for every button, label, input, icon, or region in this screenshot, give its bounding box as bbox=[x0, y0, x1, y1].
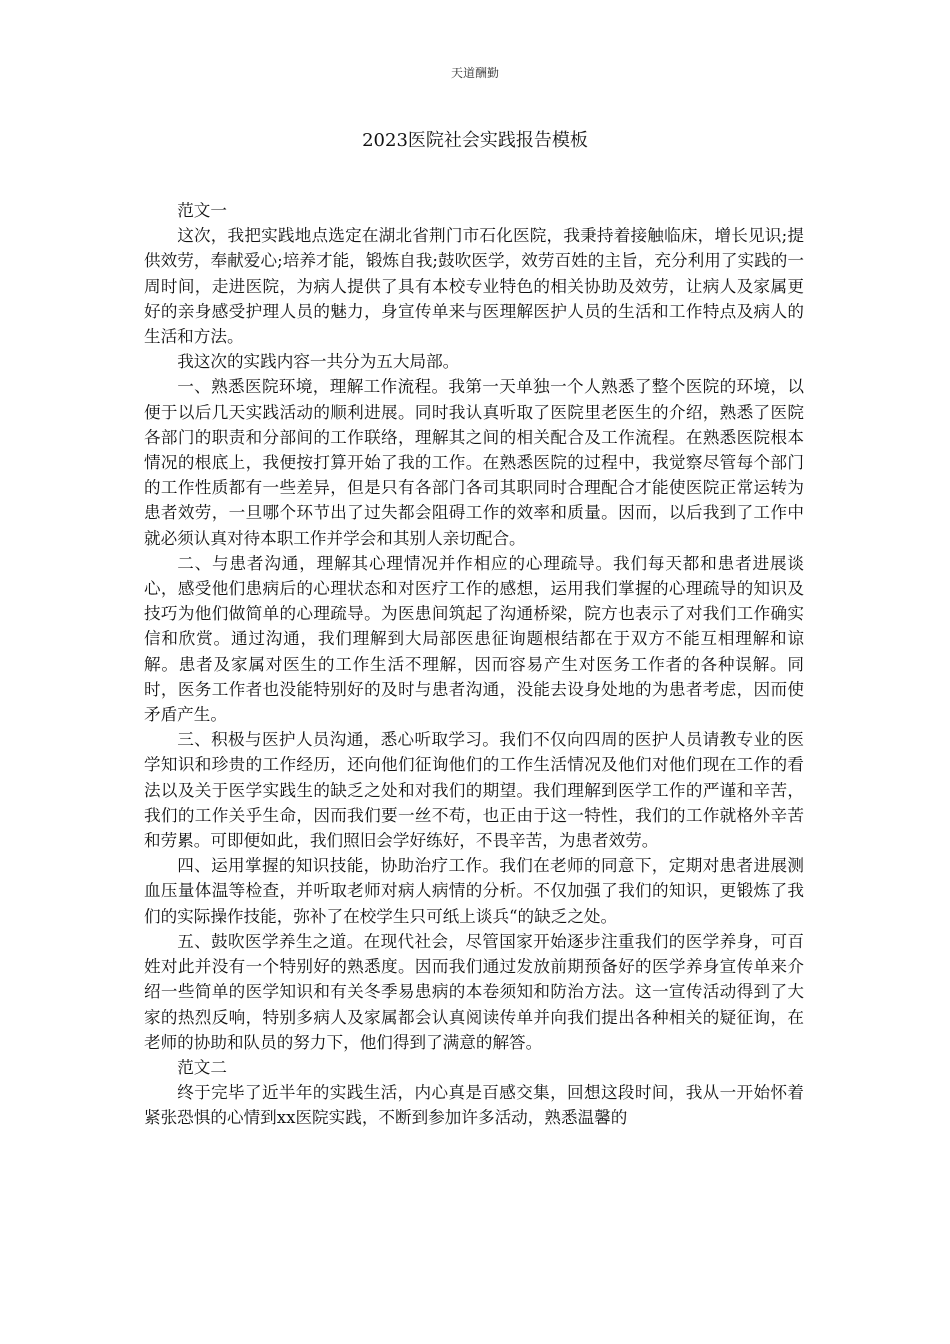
document-title: 2023医院社会实践报告模板 bbox=[362, 130, 588, 151]
paragraph: 五、鼓吹医学养生之道。在现代社会，尽管国家开始逐步注重我们的医学养身，可百姓对此并没有一个特别好的熟悉度。因而我们通过发放前期预备好的医学养身宣传单来介绍一些简单的医学知识和有关冬季易患病的本卷须知和防治方法。这一宣传活动得到了大家的热烈反响，特别多病人及家属都会认真阅读传单并向我们提出各种相关的疑征询，在老师的协助和队员的努力下，他们得到了满意的解答。 bbox=[144, 931, 804, 1052]
paragraph: 终于完毕了近半年的实践生活，内心真是百感交集，回想这段时间，我从一开始怀着紧张恐惧的心情到xx医院实践，不断到参加许多活动，熟悉温馨的 bbox=[144, 1083, 804, 1128]
paragraph: 一、熟悉医院环境，理解工作流程。我第一天单独一个人熟悉了整个医院的环境，以便于以后几天实践活动的顺利进展。同时我认真听取了医院里老医生的介绍，熟悉了医院各部门的职责和分部间的工作联络，理解其之间的相关配合及工作流程。在熟悉医院根本情况的根底上，我便按打算开始了我的工作。在熟悉医院的过程中，我觉察尽管每个部门的工作性质都有一些差异，但是只有各部门各司其职同时合理配合才能使医院正常运转为患者效劳，一旦哪个环节出了过失都会阻碍工作的效率和质量。因而，以后我到了工作中就必须认真对待本职工作并学会和其别人亲切配合。 bbox=[144, 377, 804, 548]
paragraph: 四、运用掌握的知识技能，协助治疗工作。我们在老师的同意下，定期对患者进展测血压量体温等检查，并听取老师对病人病情的分析。不仅加强了我们的知识，更锻炼了我们的实际操作技能，弥补了在校学生只可纸上谈兵“的缺乏之处。 bbox=[144, 856, 804, 926]
document-body bbox=[144, 198, 804, 1131]
page-header: 天道酬勤 bbox=[450, 66, 499, 80]
paragraph: 这次，我把实践地点选定在湖北省荆门市石化医院，我秉持着接触临床，增长见识;提供效劳，奉献爱心;培养才能，锻炼自我;鼓吹医学，效劳百姓的主旨，充分利用了实践的一周时间，走进医院，为病人提供了具有本校专业特色的相关协助及效劳，让病人及家属更好的亲身感受护理人员的魅力，身宣传单来与医理解医护人员的生活和工作特点及病人的生活和方法。 bbox=[144, 226, 804, 347]
section-heading: 范文二 bbox=[177, 1057, 227, 1077]
section-heading: 范文一 bbox=[177, 201, 227, 220]
paragraph: 三、积极与医护人员沟通，悉心听取学习。我们不仅向四周的医护人员请教专业的医学知识和珍贵的工作经历，还向他们征询他们的工作生活情况及他们对他们现在工作的看法以及关于医学实践生的缺乏之处和对我们的期望。我们理解到医学工作的严谨和辛苦，我们的工作关乎生命，因而我们要一丝不苟，也正由于这一特性，我们的工作就格外辛苦和劳累。可即便如此，我们照旧会学好练好，不畏辛苦，为患者效劳。 bbox=[144, 730, 804, 851]
paragraph: 二、与患者沟通，理解其心理情况并作相应的心理疏导。我们每天都和患者进展谈心，感受他们患病后的心理状态和对医疗工作的感想，运用我们掌握的心理疏导的知识及技巧为他们做简单的心理疏导。为医患间筑起了沟通桥梁，院方也表示了对我们工作确实信和欣赏。通过沟通，我们理解到大局部医患征询题根结都在于双方不能互相理解和谅解。患者及家属对医生的工作生活不理解，因而容易产生对医务工作者的各种误解。同时，医务工作者也没能特别好的及时与患者沟通，没能去设身处地的为患者考虑，因而使矛盾产生。 bbox=[144, 553, 804, 725]
paragraph: 我这次的实践内容一共分为五大局部。 bbox=[177, 352, 460, 372]
